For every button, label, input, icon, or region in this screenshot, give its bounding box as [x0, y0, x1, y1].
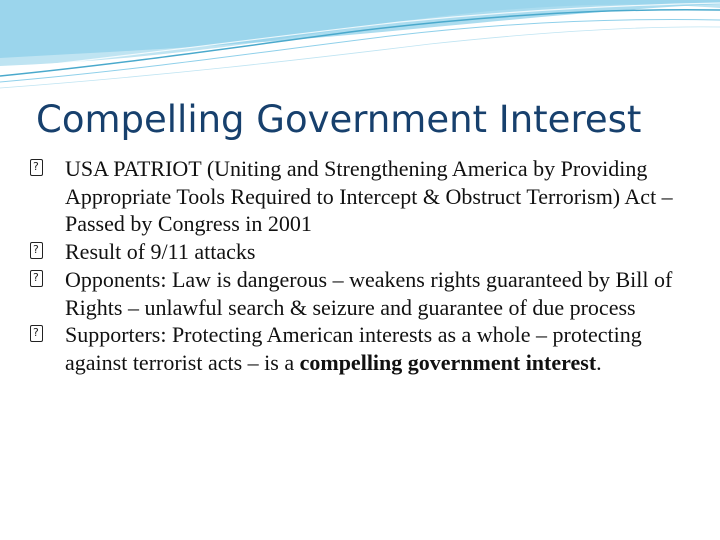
bullet-item: [30, 266, 680, 321]
bullet-text: Result of 9/11 attacks: [65, 239, 256, 265]
slide-title: Compelling Government Interest: [36, 98, 642, 141]
bullet-item: [30, 155, 680, 238]
missing-glyph-box-icon: [30, 242, 43, 259]
bullet-text: USA PATRIOT (Uniting and Strengthening America by Providing Appropriate Tools Required to Intercept & Obstruct Terrorism) Act – Passed by Congress in 2001: [65, 156, 673, 237]
missing-glyph-box-icon: [30, 270, 43, 287]
bullet-item: [30, 321, 680, 376]
bullet-text: Supporters: Protecting American interests as a whole – protecting against terrorist acts – is a: [65, 322, 642, 375]
missing-glyph-box-icon: [30, 159, 43, 176]
emphasis-text: compelling government interest: [299, 349, 597, 375]
missing-glyph-box-icon: [30, 325, 43, 342]
bullet-text-end: .: [596, 349, 602, 375]
bullet-list: [30, 155, 680, 377]
bullet-item: [30, 238, 680, 266]
header-wave-decoration: [0, 0, 720, 95]
bullet-text: Opponents: Law is dangerous – weakens rights guaranteed by Bill of Rights – unlawful search & seizure and guarantee of due process: [65, 266, 673, 320]
